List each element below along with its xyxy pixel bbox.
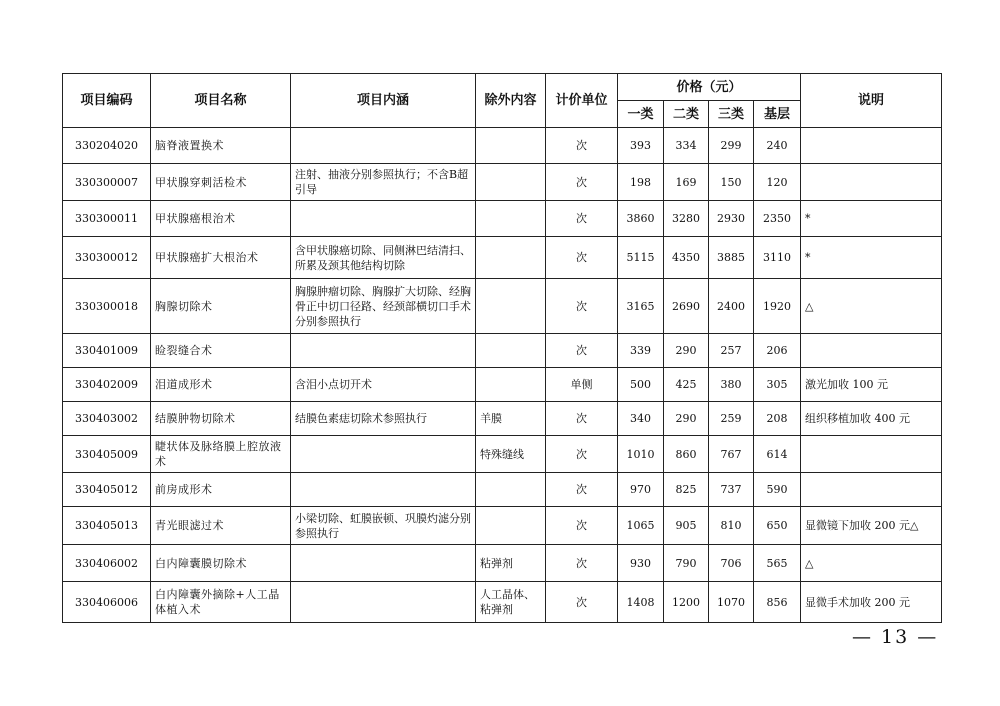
header-base: 基层 <box>754 101 801 128</box>
table-row <box>63 279 942 334</box>
item-name: 脑脊液置换术 <box>151 128 291 164</box>
item-unit: 次 <box>546 164 618 201</box>
item-unit: 单侧 <box>546 368 618 402</box>
price-class3: 257 <box>709 334 754 368</box>
item-content: 含泪小点切开术 <box>291 368 476 402</box>
price-class1: 3860 <box>618 201 664 237</box>
fee-table <box>62 73 942 623</box>
item-note: * <box>801 237 942 279</box>
header-class1: 一类 <box>618 101 664 128</box>
price-class3: 2930 <box>709 201 754 237</box>
price-base: 208 <box>754 402 801 436</box>
price-class2: 790 <box>664 545 709 582</box>
table-row <box>63 164 942 201</box>
price-class2: 425 <box>664 368 709 402</box>
header-code: 项目编码 <box>63 74 151 128</box>
price-class3: 2400 <box>709 279 754 334</box>
item-exclusions <box>476 507 546 545</box>
item-content <box>291 128 476 164</box>
item-code: 330403002 <box>63 402 151 436</box>
item-note <box>801 473 942 507</box>
item-note: 激光加收 100 元 <box>801 368 942 402</box>
item-content <box>291 201 476 237</box>
item-name: 睑裂缝合术 <box>151 334 291 368</box>
item-name: 结膜肿物切除术 <box>151 402 291 436</box>
price-base: 1920 <box>754 279 801 334</box>
item-code: 330405009 <box>63 436 151 473</box>
table-row <box>63 507 942 545</box>
table-row <box>63 237 942 279</box>
item-exclusions: 人工晶体、粘弹剂 <box>476 582 546 623</box>
price-class2: 825 <box>664 473 709 507</box>
item-exclusions <box>476 473 546 507</box>
table-row <box>63 368 942 402</box>
table-row <box>63 545 942 582</box>
item-exclusions <box>476 237 546 279</box>
item-exclusions: 粘弹剂 <box>476 545 546 582</box>
item-name: 泪道成形术 <box>151 368 291 402</box>
price-class1: 340 <box>618 402 664 436</box>
price-class2: 905 <box>664 507 709 545</box>
item-unit: 次 <box>546 128 618 164</box>
item-content: 胸腺肿瘤切除、胸腺扩大切除、经胸骨正中切口径路、经颈部横切口手术分别参照执行 <box>291 279 476 334</box>
item-content: 小梁切除、虹膜嵌顿、巩膜灼滤分别参照执行 <box>291 507 476 545</box>
item-code: 330300007 <box>63 164 151 201</box>
table-row <box>63 582 942 623</box>
table-row <box>63 334 942 368</box>
price-class1: 1408 <box>618 582 664 623</box>
price-class2: 2690 <box>664 279 709 334</box>
price-base: 2350 <box>754 201 801 237</box>
item-name: 白内障囊外摘除+人工晶体植入术 <box>151 582 291 623</box>
item-exclusions <box>476 128 546 164</box>
item-unit: 次 <box>546 473 618 507</box>
price-class3: 150 <box>709 164 754 201</box>
item-note: 显微镜下加收 200 元△ <box>801 507 942 545</box>
price-class1: 500 <box>618 368 664 402</box>
table-row <box>63 436 942 473</box>
price-class1: 3165 <box>618 279 664 334</box>
item-unit: 次 <box>546 201 618 237</box>
price-class3: 767 <box>709 436 754 473</box>
price-class2: 334 <box>664 128 709 164</box>
item-unit: 次 <box>546 507 618 545</box>
price-class2: 290 <box>664 402 709 436</box>
table-body <box>63 128 942 623</box>
item-exclusions <box>476 201 546 237</box>
header-exclusions: 除外内容 <box>476 74 546 128</box>
item-content <box>291 436 476 473</box>
price-class2: 3280 <box>664 201 709 237</box>
price-base: 3110 <box>754 237 801 279</box>
item-unit: 次 <box>546 334 618 368</box>
item-unit: 次 <box>546 582 618 623</box>
item-unit: 次 <box>546 402 618 436</box>
price-class2: 1200 <box>664 582 709 623</box>
item-code: 330401009 <box>63 334 151 368</box>
header-price: 价格（元） <box>618 74 801 101</box>
price-class1: 930 <box>618 545 664 582</box>
header-content: 项目内涵 <box>291 74 476 128</box>
price-base: 590 <box>754 473 801 507</box>
item-note <box>801 128 942 164</box>
price-class1: 198 <box>618 164 664 201</box>
item-name: 甲状腺癌根治术 <box>151 201 291 237</box>
price-class1: 1065 <box>618 507 664 545</box>
price-class3: 380 <box>709 368 754 402</box>
item-exclusions: 特殊缝线 <box>476 436 546 473</box>
item-exclusions: 羊膜 <box>476 402 546 436</box>
price-class1: 339 <box>618 334 664 368</box>
price-class2: 169 <box>664 164 709 201</box>
price-class3: 1070 <box>709 582 754 623</box>
header-note: 说明 <box>801 74 942 128</box>
price-base: 120 <box>754 164 801 201</box>
price-class3: 706 <box>709 545 754 582</box>
item-unit: 次 <box>546 279 618 334</box>
item-note <box>801 164 942 201</box>
price-class2: 4350 <box>664 237 709 279</box>
table-row <box>63 128 942 164</box>
price-class1: 5115 <box>618 237 664 279</box>
item-name: 睫状体及脉络膜上腔放液术 <box>151 436 291 473</box>
item-unit: 次 <box>546 436 618 473</box>
item-content <box>291 473 476 507</box>
item-name: 甲状腺癌扩大根治术 <box>151 237 291 279</box>
page-number: — 13 — <box>852 626 939 648</box>
price-class3: 3885 <box>709 237 754 279</box>
item-name: 前房成形术 <box>151 473 291 507</box>
price-class1: 1010 <box>618 436 664 473</box>
item-code: 330300011 <box>63 201 151 237</box>
price-base: 856 <box>754 582 801 623</box>
item-note: 显微手术加收 200 元 <box>801 582 942 623</box>
item-exclusions <box>476 164 546 201</box>
item-unit: 次 <box>546 237 618 279</box>
price-base: 206 <box>754 334 801 368</box>
item-name: 甲状腺穿刺活检术 <box>151 164 291 201</box>
item-content <box>291 582 476 623</box>
item-content: 结膜色素痣切除术参照执行 <box>291 402 476 436</box>
header-unit: 计价单位 <box>546 74 618 128</box>
table-row <box>63 201 942 237</box>
item-code: 330406002 <box>63 545 151 582</box>
price-class3: 737 <box>709 473 754 507</box>
header-name: 项目名称 <box>151 74 291 128</box>
price-base: 565 <box>754 545 801 582</box>
item-code: 330300018 <box>63 279 151 334</box>
item-note <box>801 436 942 473</box>
item-note: * <box>801 201 942 237</box>
item-content <box>291 545 476 582</box>
item-code: 330405012 <box>63 473 151 507</box>
item-exclusions <box>476 279 546 334</box>
price-class1: 393 <box>618 128 664 164</box>
price-class3: 299 <box>709 128 754 164</box>
price-class3: 810 <box>709 507 754 545</box>
table-row <box>63 402 942 436</box>
item-note: 组织移植加收 400 元 <box>801 402 942 436</box>
item-name: 白内障囊膜切除术 <box>151 545 291 582</box>
table-row <box>63 473 942 507</box>
price-class2: 290 <box>664 334 709 368</box>
header-class3: 三类 <box>709 101 754 128</box>
price-base: 650 <box>754 507 801 545</box>
item-code: 330402009 <box>63 368 151 402</box>
price-base: 240 <box>754 128 801 164</box>
header-class2: 二类 <box>664 101 709 128</box>
item-code: 330300012 <box>63 237 151 279</box>
item-code: 330405013 <box>63 507 151 545</box>
item-content <box>291 334 476 368</box>
item-content: 注射、抽液分别参照执行；不含B超引导 <box>291 164 476 201</box>
item-unit: 次 <box>546 545 618 582</box>
price-base: 305 <box>754 368 801 402</box>
price-class1: 970 <box>618 473 664 507</box>
item-name: 胸腺切除术 <box>151 279 291 334</box>
price-base: 614 <box>754 436 801 473</box>
item-name: 青光眼滤过术 <box>151 507 291 545</box>
item-exclusions <box>476 334 546 368</box>
item-note: △ <box>801 545 942 582</box>
item-note <box>801 334 942 368</box>
item-code: 330204020 <box>63 128 151 164</box>
price-class3: 259 <box>709 402 754 436</box>
item-exclusions <box>476 368 546 402</box>
item-content: 含甲状腺癌切除、同侧淋巴结清扫、所累及颈其他结构切除 <box>291 237 476 279</box>
item-code: 330406006 <box>63 582 151 623</box>
price-class2: 860 <box>664 436 709 473</box>
item-note: △ <box>801 279 942 334</box>
